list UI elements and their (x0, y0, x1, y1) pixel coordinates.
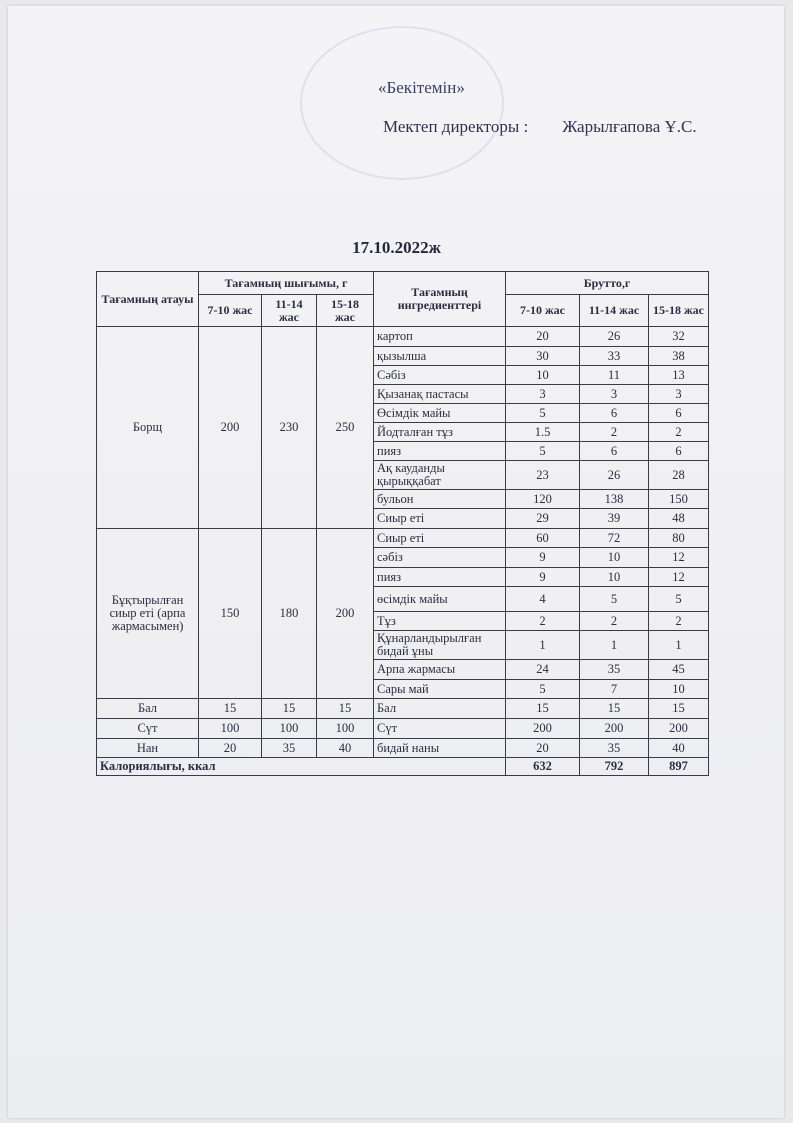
ingredient-gross-cell: 30 (506, 347, 580, 366)
ingredient-name-cell: картоп (374, 327, 506, 347)
calories-row (97, 758, 709, 776)
ingredient-name-cell: бидай наны (374, 739, 506, 758)
ingredient-name-cell: Арпа жармасы (374, 660, 506, 680)
ingredient-gross-cell: 2 (506, 612, 580, 631)
ingredient-gross-cell: 3 (649, 385, 709, 404)
ingredient-gross-cell: 11 (580, 366, 649, 385)
ingredient-gross-cell: 32 (649, 327, 709, 347)
dish-name-cell: Сүт (97, 719, 199, 739)
header-yield-age-15-18: 15-18 жас (317, 295, 374, 327)
ingredient-gross-cell: 2 (649, 612, 709, 631)
dish-yield-cell: 100 (317, 719, 374, 739)
ingredient-name-cell: Құнарландырылған бидай ұны (374, 631, 506, 660)
director-name: Жарылғапова Ұ.С. (562, 117, 697, 136)
ingredient-gross-cell: 7 (580, 680, 649, 699)
dish-yield-cell: 35 (262, 739, 317, 758)
ingredient-gross-cell: 138 (580, 490, 649, 509)
ingredient-gross-cell: 15 (506, 699, 580, 719)
ingredient-gross-cell: 200 (506, 719, 580, 739)
dish-yield-cell: 200 (317, 529, 374, 699)
ingredient-gross-cell: 5 (506, 442, 580, 461)
director-label: Мектеп директоры : (383, 117, 529, 136)
approval-title: «Бекітемін» (378, 78, 465, 97)
ingredient-gross-cell: 5 (506, 404, 580, 423)
ingredient-gross-cell: 10 (580, 548, 649, 568)
dish-yield-cell: 15 (317, 699, 374, 719)
ingredient-gross-cell: 200 (580, 719, 649, 739)
ingredient-name-cell: Сәбіз (374, 366, 506, 385)
ingredient-gross-cell: 12 (649, 548, 709, 568)
ingredient-gross-cell: 10 (506, 366, 580, 385)
document-date: 17.10.2022ж (352, 238, 441, 257)
ingredient-name-cell: Сүт (374, 719, 506, 739)
ingredient-gross-cell: 5 (506, 680, 580, 699)
ingredient-gross-cell: 120 (506, 490, 580, 509)
ingredient-gross-cell: 1 (506, 631, 580, 660)
ingredient-gross-cell: 26 (580, 461, 649, 490)
ingredient-gross-cell: 72 (580, 529, 649, 548)
dish-yield-cell: 40 (317, 739, 374, 758)
ingredient-gross-cell: 24 (506, 660, 580, 680)
ingredient-name-cell: пияз (374, 442, 506, 461)
ingredient-gross-cell: 1.5 (506, 423, 580, 442)
ingredient-gross-cell: 6 (649, 404, 709, 423)
header-ingredients: Тағамның ингредиенттері (374, 272, 506, 327)
dish-yield-cell: 180 (262, 529, 317, 699)
ingredient-gross-cell: 2 (649, 423, 709, 442)
menu-table (96, 271, 709, 776)
ingredient-gross-cell: 6 (580, 404, 649, 423)
ingredient-gross-cell: 45 (649, 660, 709, 680)
ingredient-gross-cell: 20 (506, 739, 580, 758)
ingredient-gross-cell: 1 (649, 631, 709, 660)
ingredient-gross-cell: 28 (649, 461, 709, 490)
director-line (383, 117, 697, 137)
dish-yield-cell: 200 (199, 327, 262, 529)
stamp-seal (300, 26, 504, 180)
header-gross-age-15-18: 15-18 жас (649, 295, 709, 327)
table-row (97, 327, 709, 347)
ingredient-gross-cell: 35 (580, 660, 649, 680)
ingredient-gross-cell: 9 (506, 568, 580, 587)
dish-yield-cell: 250 (317, 327, 374, 529)
ingredient-name-cell: пияз (374, 568, 506, 587)
ingredient-name-cell: Ақ кауданды қырыққабат (374, 461, 506, 490)
dish-yield-cell: 20 (199, 739, 262, 758)
ingredient-gross-cell: 40 (649, 739, 709, 758)
ingredient-name-cell: Сиыр еті (374, 529, 506, 548)
ingredient-gross-cell: 29 (506, 509, 580, 529)
ingredient-gross-cell: 15 (649, 699, 709, 719)
ingredient-name-cell: Сары май (374, 680, 506, 699)
ingredient-gross-cell: 200 (649, 719, 709, 739)
ingredient-gross-cell: 6 (649, 442, 709, 461)
ingredient-name-cell: бульон (374, 490, 506, 509)
ingredient-gross-cell: 3 (506, 385, 580, 404)
ingredient-name-cell: Сиыр еті (374, 509, 506, 529)
ingredient-name-cell: Йодталған тұз (374, 423, 506, 442)
ingredient-gross-cell: 33 (580, 347, 649, 366)
ingredient-gross-cell: 15 (580, 699, 649, 719)
dish-name-cell: Борщ (97, 327, 199, 529)
header-dish-name: Тағамның атауы (97, 272, 199, 327)
ingredient-gross-cell: 13 (649, 366, 709, 385)
dish-yield-cell: 230 (262, 327, 317, 529)
ingredient-gross-cell: 80 (649, 529, 709, 548)
ingredient-gross-cell: 2 (580, 612, 649, 631)
ingredient-gross-cell: 1 (580, 631, 649, 660)
calories-label: Калориялығы, ккал (97, 758, 506, 776)
ingredient-gross-cell: 35 (580, 739, 649, 758)
dish-yield-cell: 150 (199, 529, 262, 699)
dish-yield-cell: 15 (262, 699, 317, 719)
calories-value: 632 (506, 758, 580, 776)
ingredient-gross-cell: 5 (580, 587, 649, 612)
ingredient-name-cell: Өсімдік майы (374, 404, 506, 423)
ingredient-gross-cell: 38 (649, 347, 709, 366)
dish-name-cell: Нан (97, 739, 199, 758)
ingredient-gross-cell: 5 (649, 587, 709, 612)
dish-yield-cell: 100 (262, 719, 317, 739)
ingredient-gross-cell: 4 (506, 587, 580, 612)
table-row (97, 699, 709, 719)
table-row (97, 739, 709, 758)
table-row (97, 719, 709, 739)
ingredient-gross-cell: 48 (649, 509, 709, 529)
header-gross: Брутто,г (506, 272, 709, 295)
ingredient-gross-cell: 12 (649, 568, 709, 587)
dish-yield-cell: 15 (199, 699, 262, 719)
calories-value: 897 (649, 758, 709, 776)
ingredient-name-cell: өсімдік майы (374, 587, 506, 612)
dish-name-cell: Бал (97, 699, 199, 719)
table-row (97, 529, 709, 548)
calories-value: 792 (580, 758, 649, 776)
ingredient-gross-cell: 3 (580, 385, 649, 404)
header-yield-age-7-10: 7-10 жас (199, 295, 262, 327)
ingredient-gross-cell: 10 (649, 680, 709, 699)
ingredient-gross-cell: 60 (506, 529, 580, 548)
ingredient-gross-cell: 10 (580, 568, 649, 587)
ingredient-name-cell: Тұз (374, 612, 506, 631)
ingredient-gross-cell: 2 (580, 423, 649, 442)
dish-name-cell: Бұқтырылған сиыр еті (арпа жармасымен) (97, 529, 199, 699)
ingredient-gross-cell: 6 (580, 442, 649, 461)
header-gross-age-7-10: 7-10 жас (506, 295, 580, 327)
ingredient-gross-cell: 150 (649, 490, 709, 509)
ingredient-gross-cell: 20 (506, 327, 580, 347)
dish-yield-cell: 100 (199, 719, 262, 739)
ingredient-name-cell: Бал (374, 699, 506, 719)
ingredient-name-cell: сәбіз (374, 548, 506, 568)
header-yield: Тағамның шығымы, г (199, 272, 374, 295)
ingredient-name-cell: қызылша (374, 347, 506, 366)
header-yield-age-11-14: 11-14 жас (262, 295, 317, 327)
ingredient-gross-cell: 26 (580, 327, 649, 347)
ingredient-gross-cell: 23 (506, 461, 580, 490)
ingredient-gross-cell: 39 (580, 509, 649, 529)
ingredient-gross-cell: 9 (506, 548, 580, 568)
header-gross-age-11-14: 11-14 жас (580, 295, 649, 327)
ingredient-name-cell: Қызанақ пастасы (374, 385, 506, 404)
